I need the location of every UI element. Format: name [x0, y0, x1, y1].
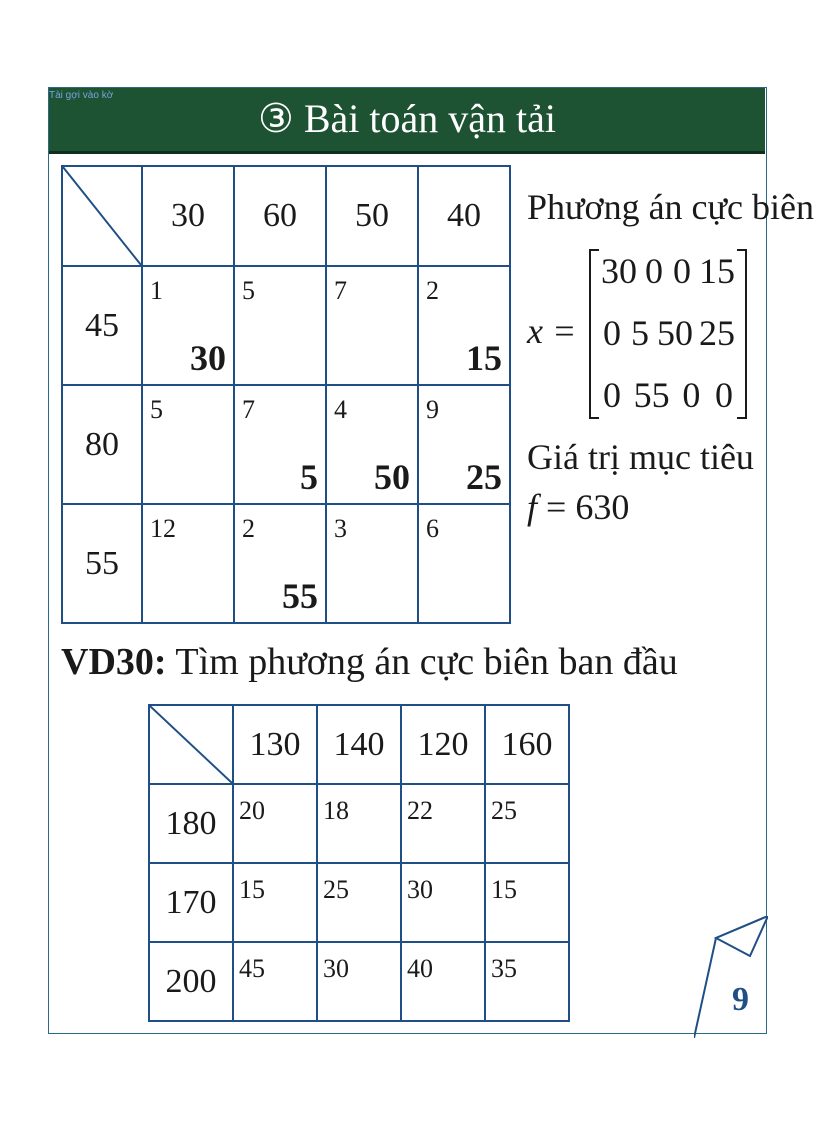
cost-value: 3 [334, 514, 347, 543]
allocation-cell [326, 385, 418, 504]
cost-value: 15 [491, 875, 517, 904]
cost-cell [485, 863, 569, 942]
allocation-value: 5 [300, 457, 318, 497]
allocation-cell [142, 504, 234, 623]
cost-value: 7 [242, 395, 255, 424]
allocation-cell [234, 504, 326, 623]
matrix-value: 55 [633, 375, 670, 415]
matrix-value: 0 [682, 375, 701, 415]
x-label-text: x = [527, 311, 577, 351]
matrix-row [601, 251, 735, 291]
transport-table-2 [148, 704, 570, 1022]
matrix-value: 0 [645, 251, 663, 291]
cost-value: 6 [426, 514, 439, 543]
matrix-value: 50 [657, 313, 693, 353]
cost-cell [401, 942, 485, 1021]
allocation-value: 15 [466, 338, 502, 378]
cost-cell [317, 784, 401, 863]
allocation-cell [234, 266, 326, 385]
cost-cell [401, 863, 485, 942]
demand-cell: 140 [317, 705, 401, 784]
supply-cell: 55 [62, 504, 142, 623]
cost-value: 7 [334, 276, 347, 305]
cost-cell [317, 863, 401, 942]
demand-cell: 60 [234, 166, 326, 266]
cost-value: 18 [323, 796, 349, 825]
cost-cell [485, 942, 569, 1021]
allocation-value: 50 [374, 457, 410, 497]
table-row [62, 504, 510, 623]
matrix-value: 0 [673, 251, 691, 291]
allocation-cell [142, 266, 234, 385]
demand-cell: 130 [233, 705, 317, 784]
solution-matrix [589, 249, 747, 419]
cost-cell [233, 942, 317, 1021]
allocation-value: 25 [466, 457, 502, 497]
page-curl-icon [694, 916, 768, 1038]
cost-value: 2 [426, 276, 439, 305]
example-heading [61, 640, 678, 684]
cost-value: 40 [407, 954, 433, 983]
objective-var: f [527, 487, 538, 527]
cost-value: 4 [334, 395, 347, 424]
example-label: VD30: [61, 641, 167, 683]
objective-value [527, 486, 629, 528]
allocation-value: 55 [282, 576, 318, 616]
cost-value: 20 [239, 796, 265, 825]
corner-note: Tài gợi vào kờ [49, 90, 114, 101]
allocation-cell [142, 385, 234, 504]
table-row [149, 942, 569, 1021]
table-row [62, 266, 510, 385]
demand-cell: 40 [418, 166, 510, 266]
slide-title: ③ Bài toán vận tải [257, 96, 556, 141]
cost-value: 12 [150, 514, 176, 543]
cost-value: 15 [239, 875, 265, 904]
example-text: Tìm phương án cực biên ban đầu [175, 641, 678, 683]
allocation-cell [418, 385, 510, 504]
corner-diagonal-cell [149, 705, 233, 784]
cost-value: 2 [242, 514, 255, 543]
slide-header [49, 88, 765, 154]
solution-title: Phương án cực biên [527, 187, 814, 227]
cost-value: 30 [407, 875, 433, 904]
cost-cell [485, 784, 569, 863]
demand-cell: 160 [485, 705, 569, 784]
matrix-value: 5 [631, 313, 649, 353]
cost-value: 25 [323, 875, 349, 904]
cost-cell [401, 784, 485, 863]
right-bracket [737, 249, 747, 419]
demand-cell: 50 [326, 166, 418, 266]
table-row [62, 385, 510, 504]
allocation-cell [418, 504, 510, 623]
allocation-cell [326, 266, 418, 385]
cost-value: 22 [407, 796, 433, 825]
table-row [149, 863, 569, 942]
cost-cell [233, 863, 317, 942]
objective-number: = 630 [546, 487, 630, 527]
allocation-cell [234, 385, 326, 504]
cost-value: 9 [426, 395, 439, 424]
cost-value: 45 [239, 954, 265, 983]
allocation-cell [418, 266, 510, 385]
objective-label: Giá trị mục tiêu [527, 437, 754, 477]
supply-cell: 180 [149, 784, 233, 863]
corner-diagonal-cell [62, 166, 142, 266]
matrix-row [601, 375, 735, 415]
cost-value: 1 [150, 276, 163, 305]
demand-cell: 120 [401, 705, 485, 784]
matrix-value: 15 [699, 251, 735, 291]
matrix-value: 0 [603, 313, 621, 353]
table-row [149, 784, 569, 863]
allocation-cell [326, 504, 418, 623]
matrix-value: 0 [714, 375, 733, 415]
cost-value: 5 [150, 395, 163, 424]
supply-cell: 200 [149, 942, 233, 1021]
page-number: 9 [732, 981, 749, 1018]
matrix-value: 30 [601, 251, 637, 291]
cost-value: 35 [491, 954, 517, 983]
slide [48, 87, 814, 1034]
matrix-value: 0 [603, 375, 621, 415]
cost-cell [317, 942, 401, 1021]
cost-value: 5 [242, 276, 255, 305]
allocation-value: 30 [190, 338, 226, 378]
left-bracket [589, 249, 599, 419]
demand-cell: 30 [142, 166, 234, 266]
cost-cell [233, 784, 317, 863]
cost-value: 25 [491, 796, 517, 825]
supply-cell: 80 [62, 385, 142, 504]
x-equals-label [527, 310, 576, 352]
supply-cell: 45 [62, 266, 142, 385]
matrix-row [601, 313, 735, 353]
transport-table-1 [61, 165, 511, 624]
cost-value: 30 [323, 954, 349, 983]
supply-cell: 170 [149, 863, 233, 942]
matrix-value: 25 [699, 313, 735, 353]
